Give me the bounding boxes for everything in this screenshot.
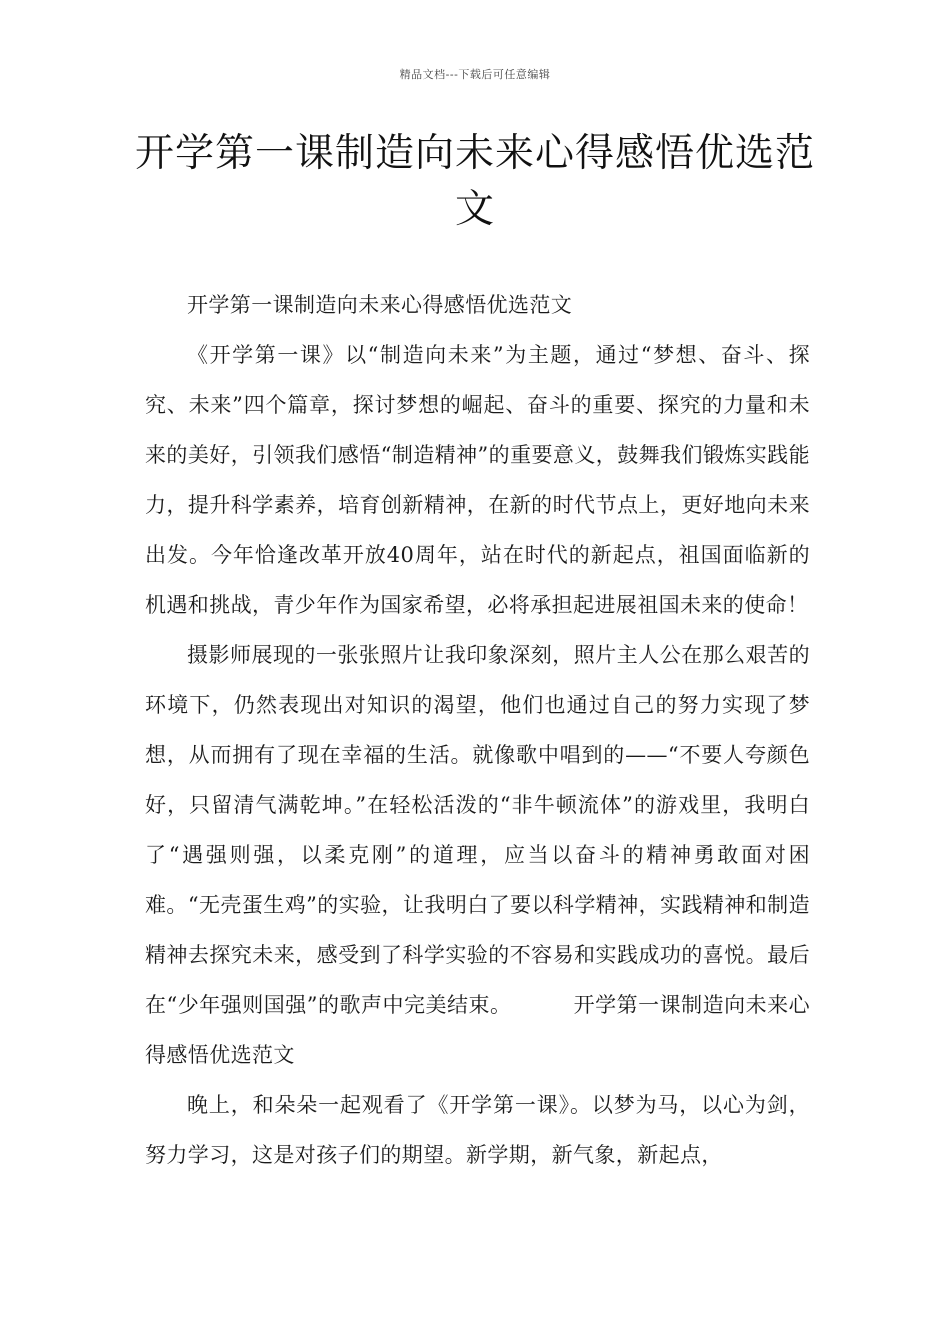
paragraph-2 [145, 630, 810, 1080]
inline-heading: 开学第一课制造向未来心得感悟优选范文 [145, 993, 810, 1067]
document-title: 开学第一课制造向未来心得感悟优选范文 [134, 131, 815, 232]
paragraph-2-text: 摄影师展现的一张张照片让我印象深刻，照片主人公在那么艰苦的环境下，仍然表现出对知识的渴望，他们也通过自己的努力实现了梦想，从而拥有了现在幸福的生活。就像歌中唱到的——“不要人夸颜色好，只留清气满乾坤。”在轻松活泼的“非牛顿流体”的游戏里，我明白了“遇强则强，以柔克刚”的道理，应当以奋斗的精神勇敢面对困难。“无壳蛋生鸡”的实验，让我明白了要以科学精神，实践精神和制造精神去探究未来，感受到了科学实验的不容易和实践成功的喜悦。最后在“少年强则国强”的歌声中完美结束。 [145, 643, 810, 1017]
document-body [145, 280, 810, 1180]
paragraph-3: 晚上，和朵朵一起观看了《开学第一课》。以梦为马，以心为剑，努力学习，这是对孩子们的期望。新学期，新气象，新起点， [145, 1093, 810, 1167]
paragraph-1: 《开学第一课》以“制造向未来”为主题，通过“梦想、奋斗、探究、未来”四个篇章，探讨梦想的崛起、奋斗的重要、探究的力量和未来的美好，引领我们感悟“制造精神”的重要意义，鼓舞我们锻炼实践能力，提升科学素养，培育创新精神，在新的时代节点上，更好地向未来出发。今年恰逢改革开放40周年，站在时代的新起点，祖国面临新的机遇和挑战，青少年作为国家希望，必将承担起进展祖国未来的使命！ [145, 343, 810, 617]
header-note: 精品文档---下载后可任意编辑 [399, 68, 551, 81]
section-subtitle: 开学第一课制造向未来心得感悟优选范文 [187, 293, 573, 317]
